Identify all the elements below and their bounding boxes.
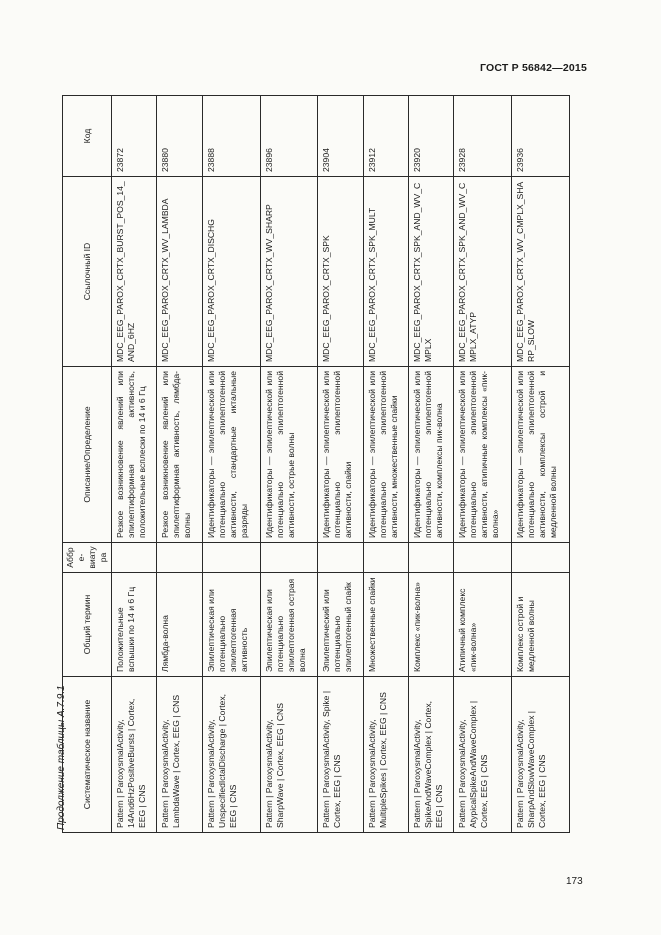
table-row — [512, 96, 570, 833]
cell-term: Комплекс «пик-волна» — [409, 573, 454, 677]
cell-name: Pattern | ParoxysmalActivity, SpikeAndWaveComplex | Cortex, EEG | CNS — [409, 677, 454, 833]
cell-ref: MDC_EEG_PAROX_CRTX_WV_LAMBDA — [157, 177, 202, 367]
cell-code: 23928 — [454, 96, 512, 177]
cell-desc: Резкое возникновение явлений или эпилептиформная активность, лямбда-волны — [157, 367, 202, 543]
table-row — [157, 96, 202, 833]
cell-term: Эпилептическая или потенциально эпилептогенная острая волна — [260, 573, 318, 677]
cell-code: 23872 — [112, 96, 157, 177]
cell-desc: Идентификаторы — эпилептической или потенциально эпилептогенной активности, спайки — [318, 367, 363, 543]
table-row — [409, 96, 454, 833]
cell-name: Pattern | ParoxysmalActivity, 14And6HzPositiveBursts | Cortex, EEG | CNS — [112, 677, 157, 833]
cell-name: Pattern | ParoxysmalActivity, Spike | Cortex, EEG | CNS — [318, 677, 363, 833]
table-row — [260, 96, 318, 833]
cell-ref: MDC_EEG_PAROX_CRTX_WV_SHARP — [260, 177, 318, 367]
terms-table — [62, 95, 570, 833]
cell-term: Лямбда-волна — [157, 573, 202, 677]
cell-abbr — [409, 543, 454, 573]
col-header-term: Общий термин — [63, 573, 112, 677]
cell-abbr — [157, 543, 202, 573]
cell-term: Эпилептический или потенциально эпилептогенный спайк — [318, 573, 363, 677]
col-header-code: Код — [63, 96, 112, 177]
cell-name: Pattern | ParoxysmalActivity, LambdaWave | Cortex, EEG | CNS — [157, 677, 202, 833]
col-header-ref: Ссылочный ID — [63, 177, 112, 367]
cell-term: Множественные спайки — [363, 573, 408, 677]
cell-desc: Идентификаторы — эпилептической или потенциально эпилептогенной активности, атипичные комплексы «пик-волна» — [454, 367, 512, 543]
cell-ref: MDC_EEG_PAROX_CRTX_SPK_MULT — [363, 177, 408, 367]
cell-abbr — [363, 543, 408, 573]
cell-desc: Идентификаторы — эпилептической или потенциально эпилептогенной активности, комплексы острой и медленной волны — [512, 367, 570, 543]
cell-name: Pattern | ParoxysmalActivity, SharpAndSlowWaveComplex | Cortex, EEG | CNS — [512, 677, 570, 833]
cell-code: 23936 — [512, 96, 570, 177]
cell-desc: Идентификаторы — эпилептической или потенциально эпилептогенной активности, острые волны — [260, 367, 318, 543]
cell-abbr — [318, 543, 363, 573]
col-header-abbr: Аббре-виатура — [63, 543, 112, 573]
cell-ref: MDC_EEG_PAROX_CRTX_WV_CMPLX_SHARP_SLOW — [512, 177, 570, 367]
cell-desc: Резкое возникновение явлений или эпилептиформная активность, положительные всплески по 14 и 6 Гц — [112, 367, 157, 543]
cell-ref: MDC_EEG_PAROX_CRTX_DISCHG — [202, 177, 260, 367]
cell-desc: Идентификаторы — эпилептической или потенциально эпилептогенной активности, комплексы пик-волна — [409, 367, 454, 543]
cell-ref: MDC_EEG_PAROX_CRTX_BURST_POS_14_AND_6HZ — [112, 177, 157, 367]
cell-term: Комплекс острой и медленной волны — [512, 573, 570, 677]
cell-code: 23896 — [260, 96, 318, 177]
cell-ref: MDC_EEG_PAROX_CRTX_SPK_AND_WV_CMPLX_ATYP — [454, 177, 512, 367]
table-row — [202, 96, 260, 833]
cell-abbr — [112, 543, 157, 573]
cell-code: 23912 — [363, 96, 408, 177]
table-rotator — [62, 96, 570, 833]
col-header-name: Систематическое название — [63, 677, 112, 833]
cell-name: Pattern | ParoxysmalActivity, UnspecifiedIctalDischarge | Cortex, EEG | CNS — [202, 677, 260, 833]
cell-abbr — [454, 543, 512, 573]
cell-name: Pattern | ParoxysmalActivity, MultipleSpikes | Cortex, EEG | CNS — [363, 677, 408, 833]
cell-term: Атипичный комплекс «пик-волна» — [454, 573, 512, 677]
cell-abbr — [512, 543, 570, 573]
cell-code: 23888 — [202, 96, 260, 177]
table-row — [363, 96, 408, 833]
table-row — [318, 96, 363, 833]
table-caption: Продолжение таблицы А.7.9.1 — [56, 685, 67, 830]
cell-ref: MDC_EEG_PAROX_CRTX_SPK — [318, 177, 363, 367]
page-number: 173 — [566, 876, 583, 887]
cell-code: 23880 — [157, 96, 202, 177]
cell-term: Положительные вспышки по 14 и 6 Гц — [112, 573, 157, 677]
cell-desc: Идентификаторы — эпилептической или потенциально эпилептогенной активности, множественные спайки — [363, 367, 408, 543]
cell-term: Эпилептическая или потенциально эпилептогенная активность — [202, 573, 260, 677]
cell-ref: MDC_EEG_PAROX_CRTX_SPK_AND_WV_CMPLX — [409, 177, 454, 367]
standard-header: ГОСТ Р 56842—2015 — [479, 62, 587, 74]
cell-name: Pattern | ParoxysmalActivity, SharpWave | Cortex, EEG | CNS — [260, 677, 318, 833]
col-header-desc: Описание/Определение — [63, 367, 112, 543]
table-header-row — [63, 96, 112, 833]
cell-abbr — [260, 543, 318, 573]
cell-name: Pattern | ParoxysmalActivity, AtypicalSpikeAndWaveComplex | Cortex, EEG | CNS — [454, 677, 512, 833]
cell-code: 23904 — [318, 96, 363, 177]
cell-desc: Идентификаторы — эпилептической или потенциально эпилептогенной активности, стандартные иктальные разряды — [202, 367, 260, 543]
cell-code: 23920 — [409, 96, 454, 177]
table-row — [112, 96, 157, 833]
cell-abbr — [202, 543, 260, 573]
table-row — [454, 96, 512, 833]
